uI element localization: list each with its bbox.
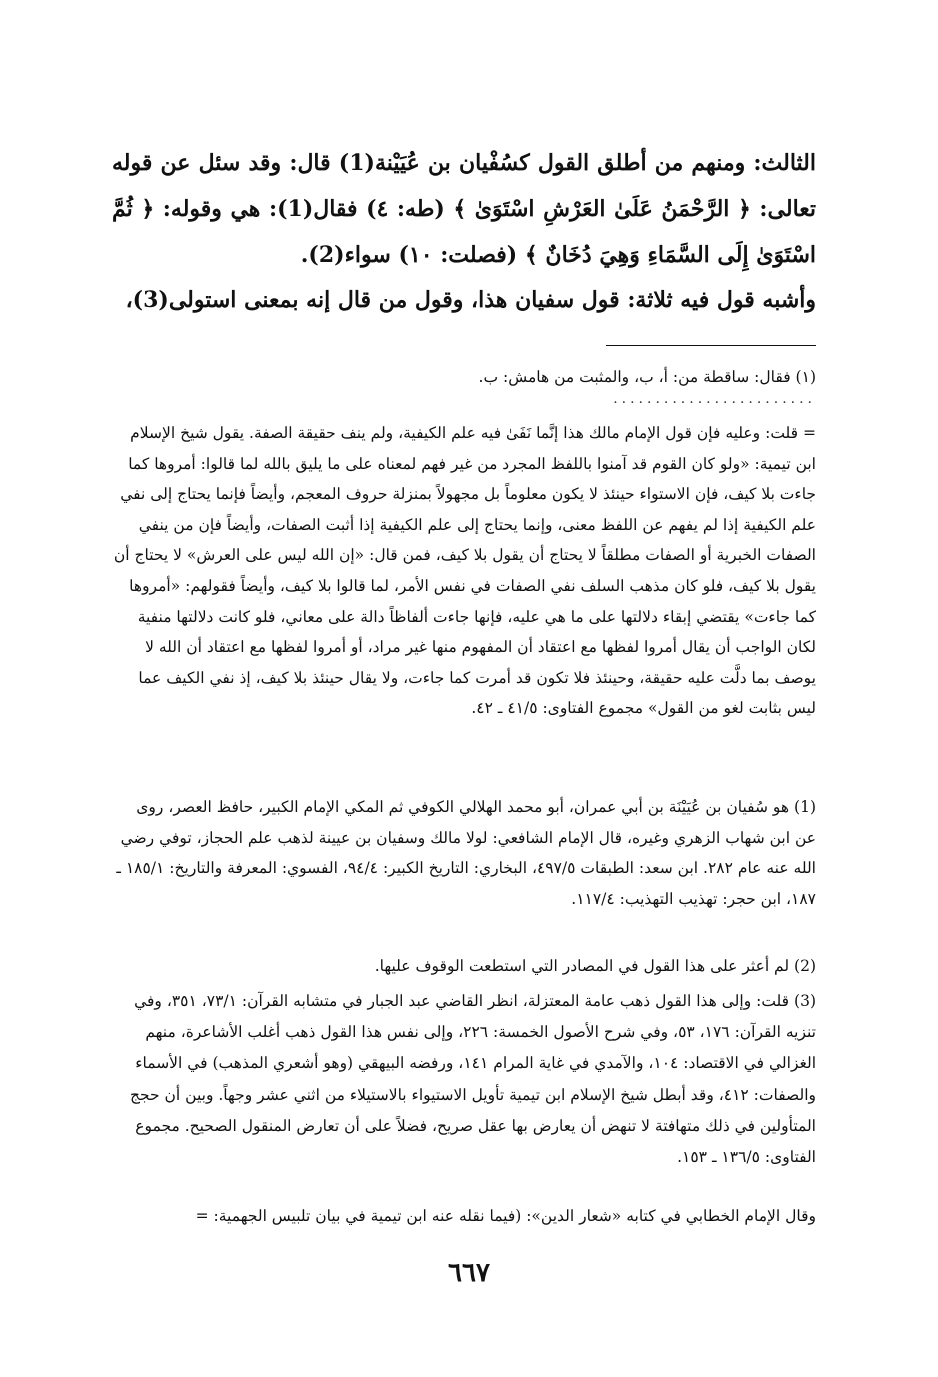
footnote-continuation [112, 418, 816, 724]
main-paragraph-2: وأشبه قول فيه ثلاثة: قول سفيان هذا، وقول من قال إنه بمعنى استولى(3)، [125, 287, 816, 313]
footnote-1 [112, 792, 816, 914]
footnote-3-text: (3) قلت: وإلى هذا القول ذهب عامة المعتزلة، انظر القاضي عبد الجبار في متشابه القرآن: ٧٣/١، ٣٥١، وفي تنزيه القرآن: ١٧٦، ٥٣، وفي شرح الأصول الخمسة: ٢٢٦، وإلى نفس هذا القول ذهب أغلب الأشاعرة، منهم الغزالي في الاقتصاد: ١٠٤، والآمدي في غاية المرام ١٤١، ورفضه البيهقي (وهو أشعري المذهب) في الأسماء والصفات: ٤١٢، وقد أبطل شيخ الإسلام ابن تيمية تأويل الاستيواء بالاستيلاء من اثني عشر وجهاً. وبين أن حجج المتأولين في ذلك متهافتة لا تنهض أن يعارض بها عقل صريح، فضلاً على أن تعارض المنقول الصحيح. مجموع الفتاوى: ١٣٦/٥ ـ ١٥٣. [130, 992, 816, 1167]
main-text [112, 140, 816, 278]
main-paragraph-1: الثالث: ومنهم من أطلق القول كسُفْيان بن عُيَيْنة(1) قال: وقد سئل عن قوله تعالى: ﴿ الرَّحْمَنُ عَلَىٰ العَرْشِ اسْتَوَىٰ ﴾ (طه: ٤) فقال(1): هي وقوله: ﴿ ثُمَّ اسْتَوَىٰ إِلَى السَّمَاءِ وَهِيَ دُخَانٌ ﴾ (فصلت: ١٠) سواء(2). [112, 150, 817, 268]
footnote-2 [112, 951, 816, 981]
dotted-separator: ........................ [613, 395, 816, 403]
footnote-2-text: (2) لم أعثر على هذا القول في المصادر التي استطعت الوقوف عليها. [374, 957, 816, 975]
footnote-4-text: وقال الإمام الخطابي في كتابه «شعار الدين»: (فيما نقله عنه ابن تيمية في بيان تلبيس الجهمية: = [195, 1207, 816, 1225]
footnote-3 [112, 986, 816, 1173]
main-text-continued [112, 285, 816, 315]
footnote-separator [606, 345, 816, 346]
footnote-4 [112, 1201, 816, 1231]
footnote-continuation-text: = قلت: وعليه فإن قول الإمام مالك هذا إنَّما نَفَىٰ فيه علم الكيفية، ولم ينف حقيقة الصفة. يقول شيخ الإسلام ابن تيمية: «ولو كان القوم قد آمنوا باللفظ المجرد من غير فهم لمعناه على ما يليق بالله لما قالوا: أمروها كما جاءت بلا كيف، فإن الاستواء حينئذ لا يكون معلوماً بل مجهولاً بمنزلة حروف المعجم، وأيضاً فإنما يحتاج إلى نفي علم الكيفية إذا لم يفهم عن اللفظ معنى، وإنما يحتاج إلى علم الكيفية إذا أثبت الصفات، وأيضاً فإن من ينفي الصفات الخبرية أو الصفات مطلقاً لا يحتاج أن يقول بلا كيف، فمن قال: «إن الله ليس على العرش» لا يحتاج أن يقول بلا كيف، فلو كان مذهب السلف نفي الصفات في نفس الأمر، لما قالوا بلا كيف، وأيضاً فقولهم: «أمروها كما جاءت» يقتضي إبقاء دلالتها على ما هي عليه، فإنها جاءت ألفاظاً دالة على معاني، فلو كانت دلالتها منفية لكان الواجب أن يقال أمروا لفظها مع اعتقاد أن المفهوم منها غير مراد، أو أمروا لفظها مع اعتقاد أن الله لا يوصف بما دلَّت عليه حقيقة، وحينئذ فلا تكون قد أمرت كما جاءت، ولا يقال حينئذ بلا كيف، إذ نفي الكيف عما ليس بثابت لغو من القول» مجموع الفتاوى: ٤١/٥ ـ ٤٢. [113, 424, 816, 718]
footnote-variant-text: (١) فقال: ساقطة من: أ، ب، والمثبت من هامش: ب. [478, 368, 816, 386]
footnote-variant [112, 362, 816, 392]
page-number: ٦٦٧ [448, 1258, 490, 1288]
footnote-1-text: (1) هو سُفيان بن عُيَيْنَة بن أبي عمران، أبو محمد الهلالي الكوفي ثم المكي الإمام الكبير، حافظ العصر، روى عن ابن شهاب الزهري وغيره، قال الإمام الشافعي: لولا مالك وسفيان بن عيينة لذهب علم الحجاز، توفي رضي الله عنه عام ٢٨٢. ابن سعد: الطبقات ٤٩٧/٥، البخاري: التاريخ الكبير: ٩٤/٤، الفسوي: المعرفة والتاريخ: ١٨٥/١ ـ ١٨٧، ابن حجر: تهذيب التهذيب: ١١٧/٤. [116, 798, 816, 908]
